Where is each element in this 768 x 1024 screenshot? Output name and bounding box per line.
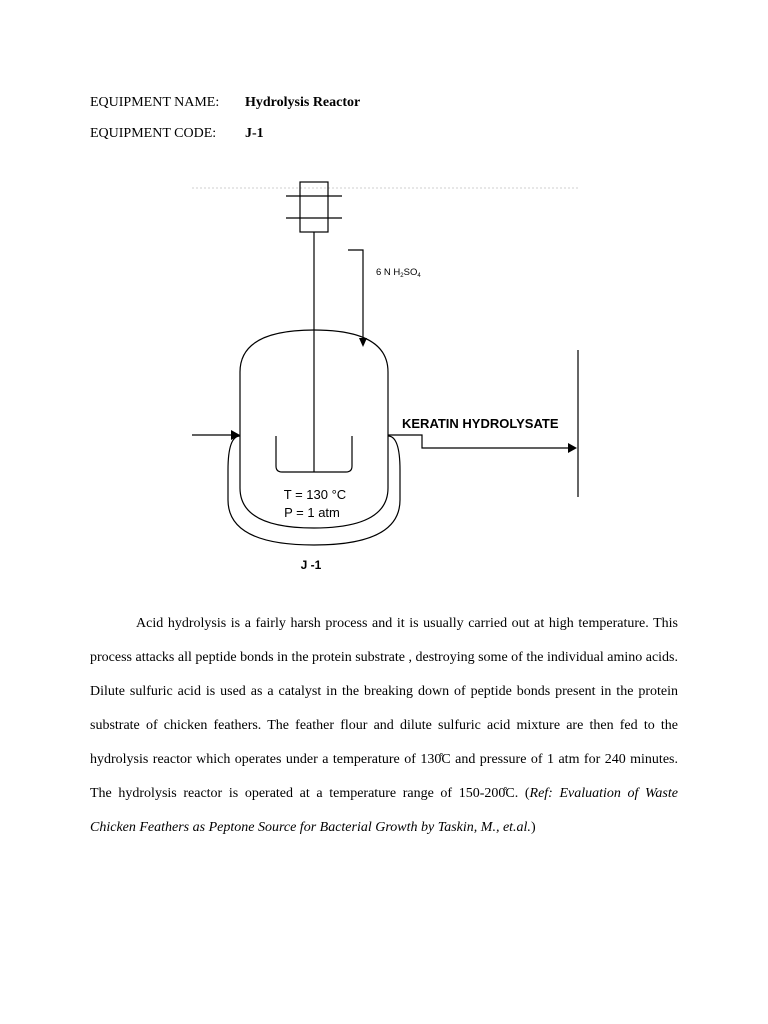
paragraph-body: Acid hydrolysis is a fairly harsh process and it is usually carried out at high temperature. This process attacks all peptide bonds in the protein substrate , destroying some of the individual amino acids. Dilute sulfuric acid is used as a catalyst in the breaking down of peptide bonds present in the protein substrate of chicken feathers. The feather flour and dilute sulfuric acid mixture are then fed to the hydrolysis reactor which operates under a temperature of 130̊C and pressure of 1 atm for 240 minutes. The hydrolysis reactor is operated at a temperature range of 150-200̊C. bbox=[90, 616, 678, 801]
description-paragraph bbox=[90, 607, 678, 845]
reference-open: ( bbox=[518, 786, 530, 801]
temperature-label: T = 130 °C bbox=[283, 487, 347, 502]
equipment-code-label: EQUIPMENT CODE: bbox=[90, 126, 217, 141]
pressure-label: P = 1 atm bbox=[284, 505, 340, 520]
acid-feed-label: 6 N $H_2SO_4$ bbox=[376, 267, 421, 279]
equipment-name-value: Hydrolysis Reactor bbox=[245, 95, 361, 110]
jacket-inlet-arrow bbox=[192, 430, 240, 440]
equipment-name-row bbox=[90, 94, 360, 112]
equipment-name-label: EQUIPMENT NAME: bbox=[90, 95, 220, 110]
equipment-code-value: J-1 bbox=[245, 126, 264, 141]
equipment-tag: J -1 bbox=[300, 558, 322, 572]
reference-close: ) bbox=[530, 820, 536, 835]
reactor-diagram bbox=[0, 170, 768, 580]
product-outlet-arrow bbox=[388, 435, 577, 453]
product-label: KERATIN HYDROLYSATE bbox=[402, 416, 559, 431]
reference-citation: Ref: Evaluation of Waste Chicken Feathers as Peptone Source for Bacterial Growth by Taskin, M., et.al. bbox=[90, 786, 678, 835]
acid-feed-arrow bbox=[348, 250, 367, 347]
agitator-motor-icon bbox=[286, 182, 342, 232]
equipment-code-row bbox=[90, 125, 264, 143]
